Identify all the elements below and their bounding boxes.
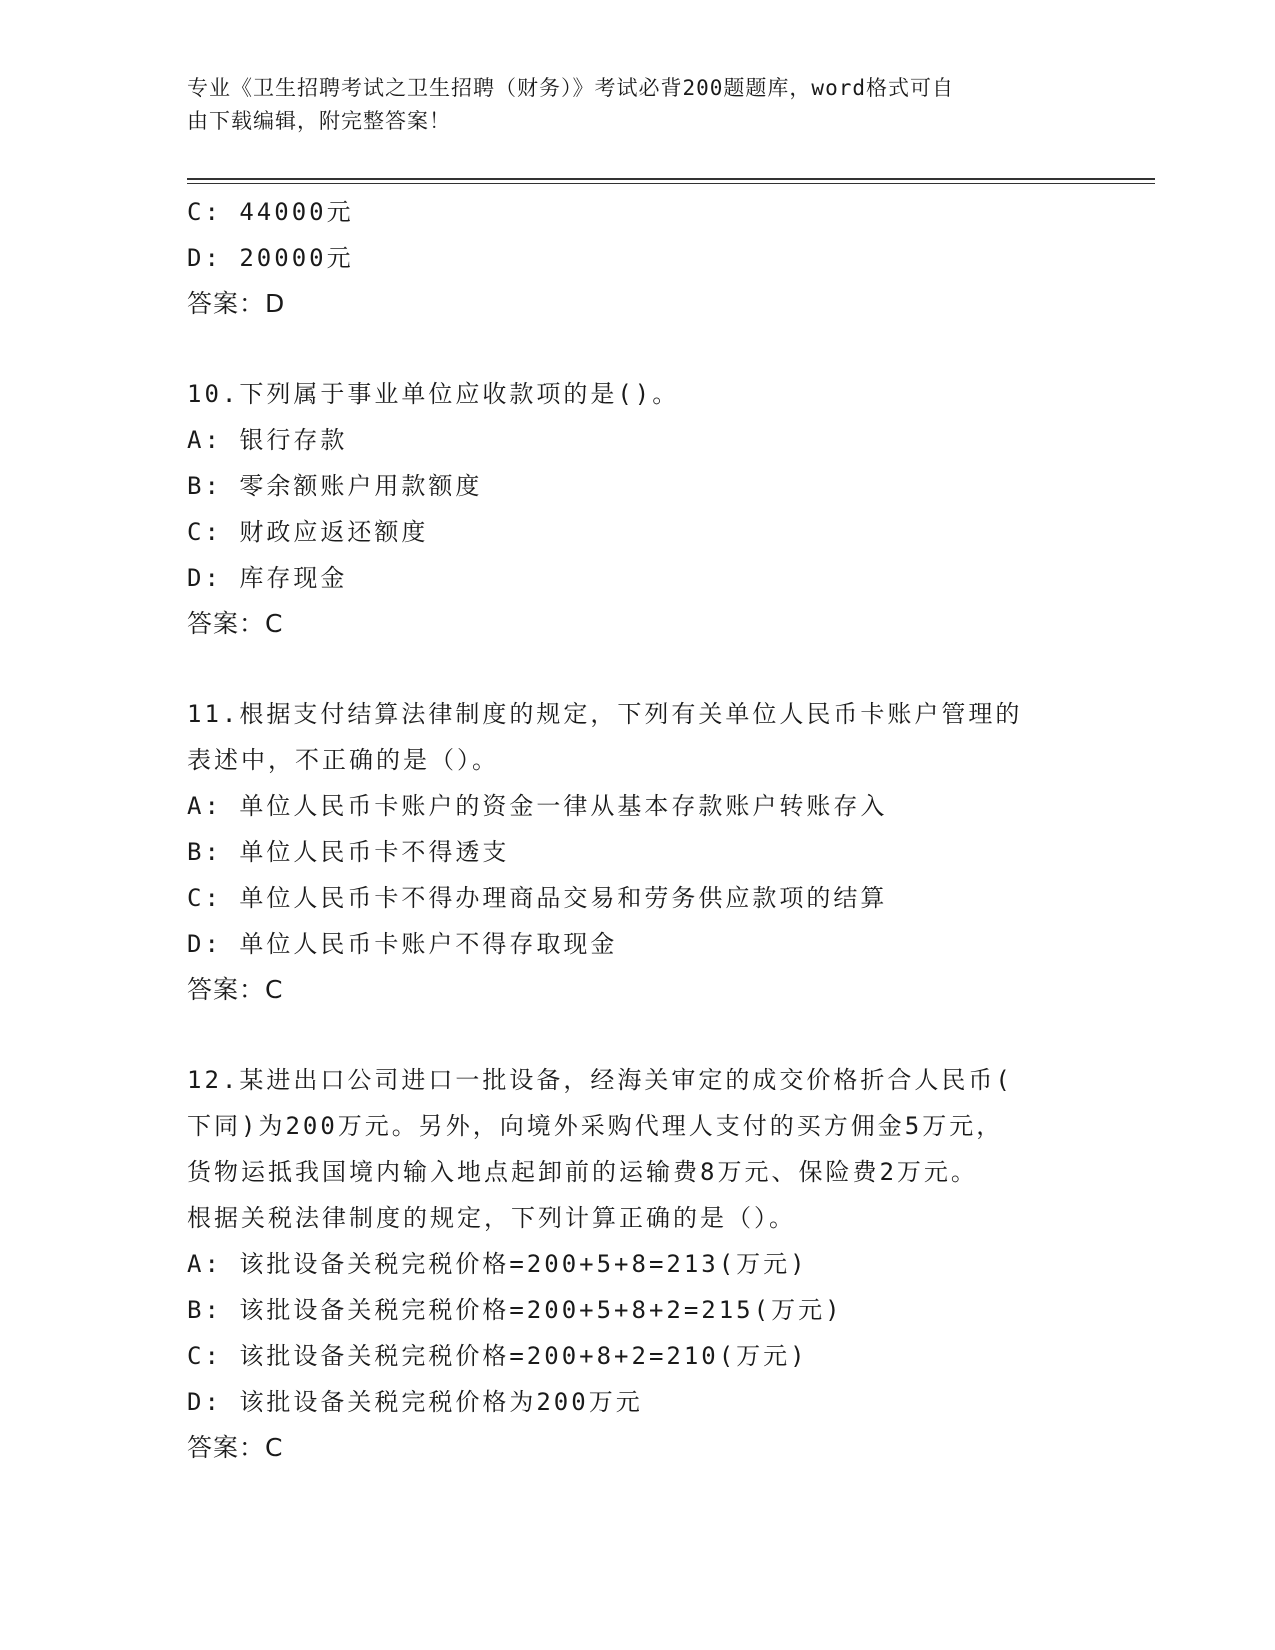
document-header	[187, 72, 1067, 138]
question-stem: 货物运抵我国境内输入地点起卸前的运输费8万元、保险费2万元。	[187, 1158, 978, 1186]
header-divider-thin	[187, 183, 1155, 184]
option-c: C: 44000元	[187, 198, 354, 226]
question-stem: 10.下列属于事业单位应收款项的是()。	[187, 380, 680, 408]
previous-question-tail	[187, 189, 1087, 327]
option-c: C: 单位人民币卡不得办理商品交易和劳务供应款项的结算	[187, 884, 888, 912]
header-line-1: 专业《卫生招聘考试之卫生招聘（财务）》考试必背200题题库，word格式可自	[187, 76, 954, 100]
header-line-2: 由下载编辑，附完整答案！	[187, 109, 451, 133]
question-12	[187, 1057, 1087, 1471]
option-d: D: 库存现金	[187, 564, 348, 592]
option-c: C: 该批设备关税完税价格=200+8+2=210(万元)	[187, 1342, 808, 1370]
question-stem: 下同)为200万元。另外，向境外采购代理人支付的买方佣金5万元，	[187, 1112, 1004, 1140]
answer-line: 答案：C	[187, 1433, 284, 1462]
question-stem: 11.根据支付结算法律制度的规定，下列有关单位人民币卡账户管理的	[187, 700, 1023, 728]
question-stem: 表述中，不正确的是（）。	[187, 746, 499, 774]
option-b: B: 零余额账户用款额度	[187, 472, 483, 500]
option-c: C: 财政应返还额度	[187, 518, 429, 546]
header-divider-thick	[187, 178, 1155, 180]
question-11	[187, 691, 1087, 1013]
answer-line: 答案：C	[187, 975, 284, 1004]
answer-line: 答案：C	[187, 609, 284, 638]
option-d: D: 20000元	[187, 244, 354, 272]
option-a: A: 该批设备关税完税价格=200+5+8=213(万元)	[187, 1250, 808, 1278]
question-content	[187, 189, 1087, 1471]
question-stem: 根据关税法律制度的规定，下列计算正确的是（）。	[187, 1204, 796, 1232]
option-a: A: 单位人民币卡账户的资金一律从基本存款账户转账存入	[187, 792, 888, 820]
question-10	[187, 371, 1087, 647]
option-d: D: 该批设备关税完税价格为200万元	[187, 1388, 643, 1416]
option-a: A: 银行存款	[187, 426, 348, 454]
answer-line: 答案：D	[187, 289, 286, 318]
option-b: B: 该批设备关税完税价格=200+5+8+2=215(万元)	[187, 1296, 843, 1324]
option-b: B: 单位人民币卡不得透支	[187, 838, 510, 866]
question-stem: 12.某进出口公司进口一批设备，经海关审定的成交价格折合人民币(	[187, 1066, 1013, 1094]
option-d: D: 单位人民币卡账户不得存取现金	[187, 930, 618, 958]
